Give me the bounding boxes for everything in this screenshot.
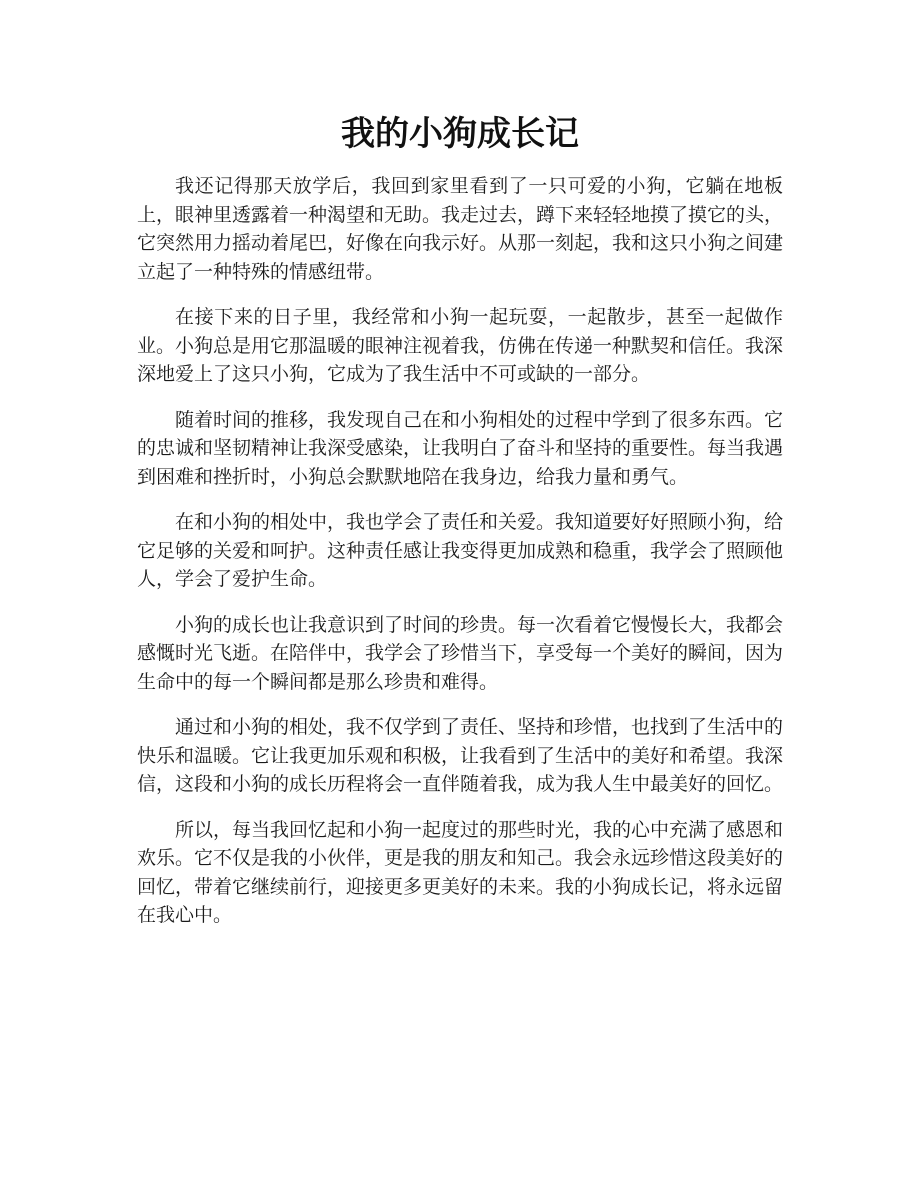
paragraph-6: 通过和小狗的相处，我不仅学到了责任、坚持和珍惜，也找到了生活中的快乐和温暖。它让我更加乐观和积极，让我看到了生活中的美好和希望。我深信，这段和小狗的成长历程将会一直伴随着我，成为我人生中最美好的回忆。 (137, 716, 784, 795)
paragraph-3: 随着时间的推移，我发现自己在和小狗相处的过程中学到了很多东西。它的忠诚和坚韧精神让我深受感染，让我明白了奋斗和坚持的重要性。每当我遇到困难和挫折时，小狗总会默默地陪在我身边，给我力量和勇气。 (137, 408, 784, 488)
paragraph-1: 我还记得那天放学后，我回到家里看到了一只可爱的小狗，它躺在地板上，眼神里透露着一种渴望和无助。我走过去，蹲下来轻轻地摸了摸它的头，它突然用力摇动着尾巴，好像在向我示好。从那一刻起，我和这只小狗之间建立起了一种特殊的情感纽带。 (137, 175, 784, 283)
document-body (137, 172, 783, 947)
paragraph-7: 所以，每当我回忆起和小狗一起度过的那些时光，我的心中充满了感恩和欢乐。它不仅是我的小伙伴，更是我的朋友和知己。我会永远珍惜这段美好的回忆，带着它继续前行，迎接更多更美好的未来。我的小狗成长记，将永远留在我心中。 (137, 818, 784, 926)
paragraph-5: 小狗的成长也让我意识到了时间的珍贵。每一次看着它慢慢长大，我都会感慨时光飞逝。在陪伴中，我学会了珍惜当下，享受每一个美好的瞬间，因为生命中的每一个瞬间都是那么珍贵和难得。 (137, 613, 784, 693)
paragraph-2: 在接下来的日子里，我经常和小狗一起玩耍，一起散步，甚至一起做作业。小狗总是用它那温暖的眼神注视着我，仿佛在传递一种默契和信任。我深深地爱上了这只小狗，它成为了我生活中不可或缺的一部分。 (137, 306, 784, 385)
document-title: 我的小狗成长记 (341, 114, 579, 154)
paragraph-4: 在和小狗的相处中，我也学会了责任和关爱。我知道要好好照顾小狗，给它足够的关爱和呵护。这种责任感让我变得更加成熟和稳重，我学会了照顾他人，学会了爱护生命。 (137, 511, 784, 590)
